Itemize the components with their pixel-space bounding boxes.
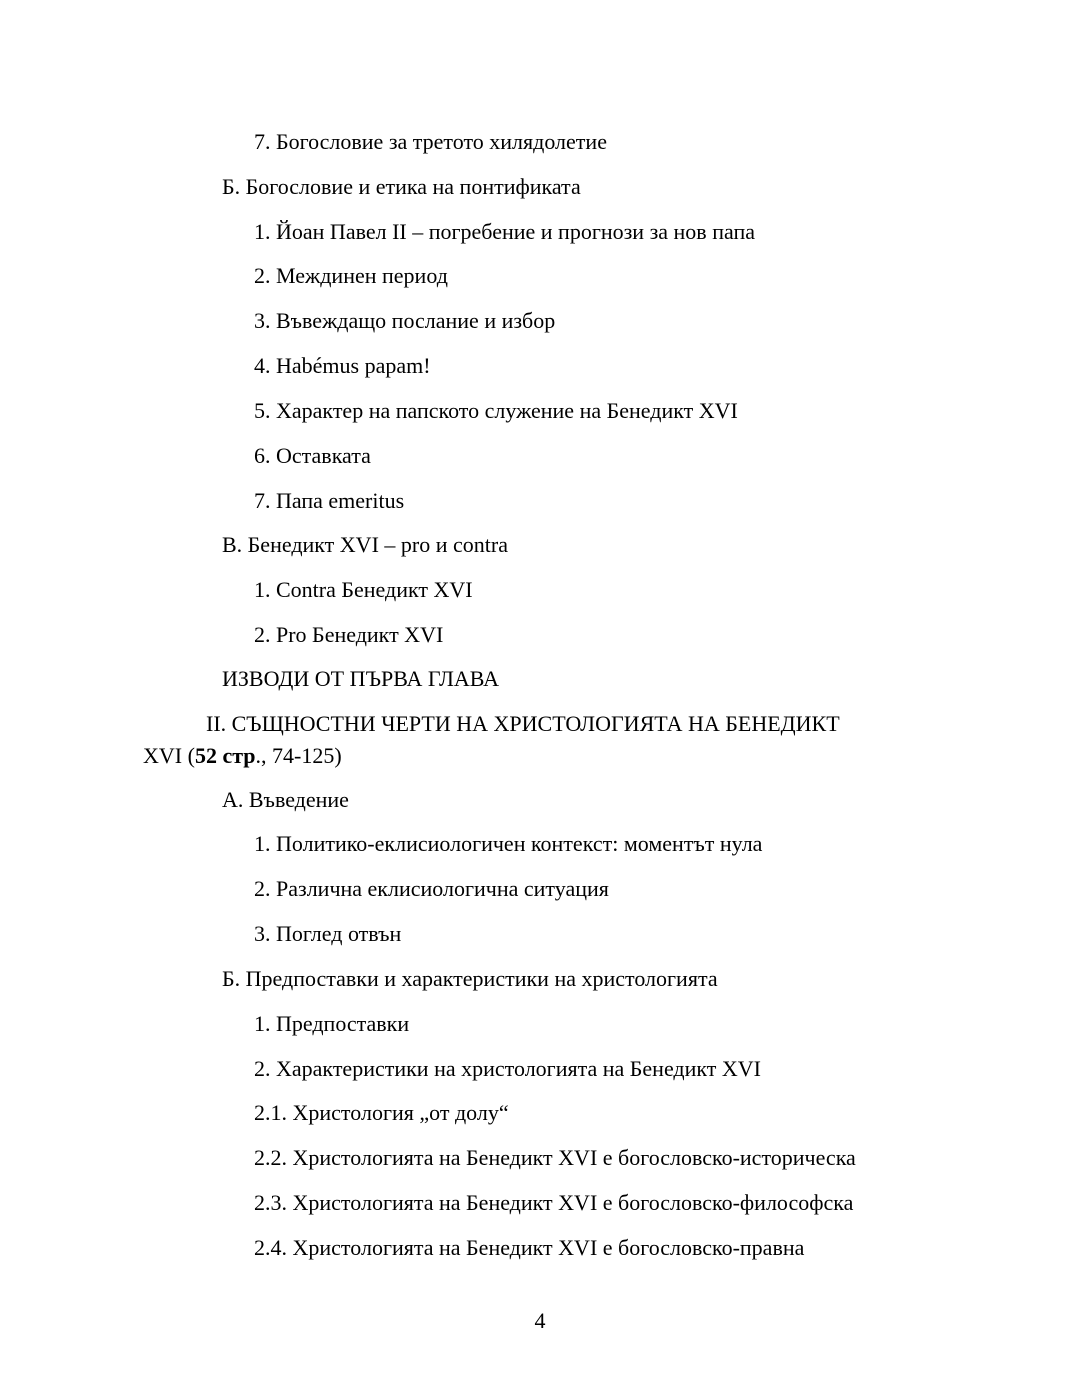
toc-conclusions-heading: ИЗВОДИ ОТ ПЪРВА ГЛАВА — [222, 666, 499, 691]
toc-entry: 1. Йоан Павел II – погребение и прогнози за нов папа — [254, 219, 755, 244]
toc-entry: 3. Поглед отвън — [254, 921, 402, 946]
toc-chapter-title: II. СЪЩНОСТНИ ЧЕРТИ НА ХРИСТОЛОГИЯТА НА БЕНЕДИКТ — [206, 711, 840, 736]
toc-entry: 7. Папа emeritus — [254, 488, 405, 513]
toc-entry: 2. Характеристики на христологията на Бенедикт XVI — [254, 1056, 761, 1081]
chapter-page-count: 52 стр — [194, 743, 256, 768]
toc-entry: 7. Богословие за третото хилядолетие — [254, 129, 607, 154]
toc-entry: 2.2. Христологията на Бенедикт XVI е богословско-историческа — [254, 1145, 856, 1170]
toc-entry: 2. Pro Бенедикт XVI — [254, 622, 444, 647]
toc-entry: 2.3. Христологията на Бенедикт XVI е богословско-философска — [254, 1190, 854, 1215]
toc-entry: 1. Политико-еклисиологичен контекст: моментът нула — [254, 831, 763, 856]
toc-section-heading: Б. Предпоставки и характеристики на христологията — [222, 966, 718, 991]
toc-entry: 2.1. Христология „от долу“ — [254, 1100, 509, 1125]
toc-entry: 3. Въвеждащо послание и избор — [254, 308, 556, 333]
toc-entry: 2.4. Христологията на Бенедикт XVI е богословско-правна — [254, 1235, 805, 1260]
toc-chapter-title-continued — [143, 743, 342, 769]
toc-entry: 2. Междинен период — [254, 263, 448, 288]
toc-entry: 4. Habémus papam! — [254, 353, 431, 378]
toc-entry: 1. Предпоставки — [254, 1011, 410, 1036]
toc-section-heading: Б. Богословие и етика на понтификата — [222, 174, 581, 199]
chapter-title-prefix: XVI ( — [143, 743, 195, 768]
toc-entry: 5. Характер на папското служение на Бенедикт XVI — [254, 398, 738, 423]
toc-section-heading: А. Въведение — [222, 787, 349, 812]
chapter-page-range: ., 74-125) — [255, 743, 342, 768]
toc-entry: 2. Различна еклисиологична ситуация — [254, 876, 609, 901]
toc-section-heading: В. Бенедикт XVI – pro и contra — [222, 532, 508, 557]
page-number: 4 — [534, 1308, 546, 1333]
toc-entry: 6. Оставката — [254, 443, 371, 468]
toc-entry: 1. Contra Бенедикт XVI — [254, 577, 473, 602]
